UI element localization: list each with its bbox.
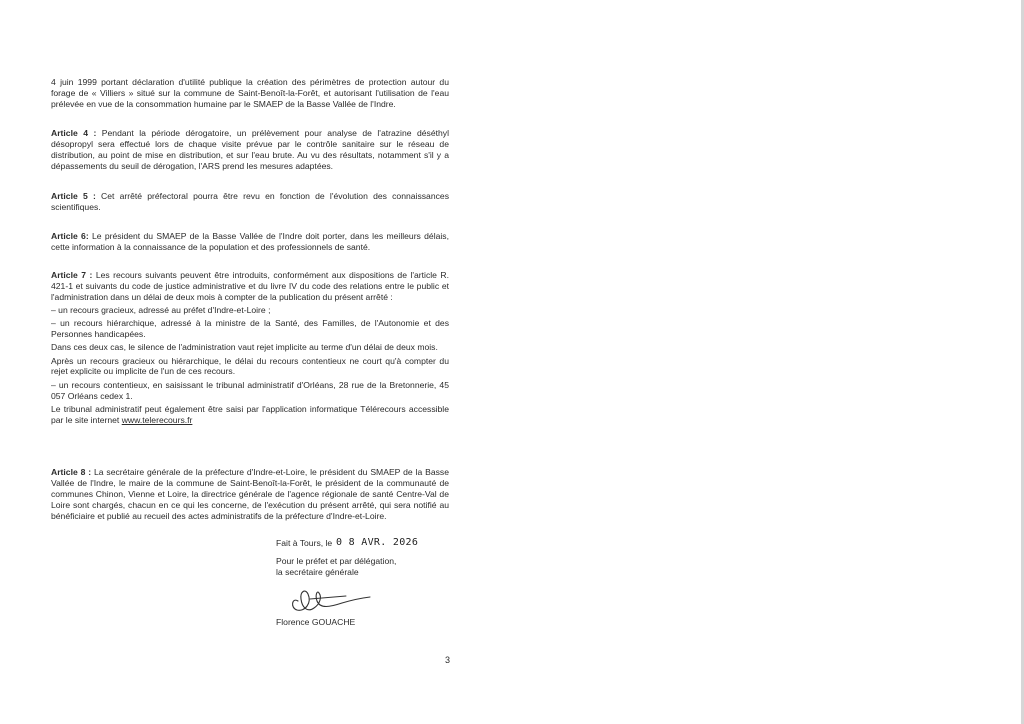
article-7-silence: Dans ces deux cas, le silence de l'administration vaut rejet implicite au terme d'un délai de deux mois. bbox=[51, 342, 438, 353]
article-5-label: Article 5 : bbox=[51, 191, 96, 201]
intro-text: 4 juin 1999 portant déclaration d'utilité publique la création des périmètres de protection autour du forage de « Villiers » situé sur la commune de Saint-Benoît-la-Forêt, et autorisant l'utilisation de l'eau prélevée en vue de la consommation humaine par le SMAEP de la Basse Vallée de l'Indre. bbox=[51, 77, 449, 109]
article-7-hierarchique: – un recours hiérarchique, adressé à la ministre de la Santé, des Familles, de l'Autonomie et des Personnes handicapées. bbox=[51, 318, 449, 340]
intro-paragraph bbox=[51, 77, 449, 112]
article-7-text: Les recours suivants peuvent être introduits, conformément aux dispositions de l'article R. 421-1 et suivants du code de justice administrative et du livre IV du code des relations entre le public et l'administration dans un délai de deux mois à compter de la publication du présent arrêté : bbox=[51, 270, 449, 302]
signature-delegation: Pour le préfet et par délégation, bbox=[276, 556, 397, 566]
signature-title: la secrétaire générale bbox=[276, 567, 359, 577]
date-stamp: 0 8 AVR. 2026 bbox=[336, 537, 419, 548]
article-7-label: Article 7 : bbox=[51, 270, 93, 280]
article-8-text: La secrétaire générale de la préfecture d'Indre-et-Loire, le président du SMAEP de la Basse Vallée de l'Indre, le maire de la commune de Saint-Benoît-la-Forêt, le président de la communauté de communes Chinon, Vienne et Loire, la directrice générale de l'agence régionale de santé Centre-Val de Loire sont chargés, chacun en ce qui les concerne, de l'exécution du présent arrêté, qui sera notifié au bénéficiaire et publié au recueil des actes administratifs de la préfecture d'Indre-et-Loire. bbox=[51, 467, 449, 521]
article-7-contentieux: – un recours contentieux, en saisissant le tribunal administratif d'Orléans, 28 rue de la Bretonnerie, 45 057 Orléans cedex 1. bbox=[51, 379, 449, 401]
handwritten-signature bbox=[284, 584, 374, 616]
article-8 bbox=[51, 467, 449, 524]
signature-place: Fait à Tours, le bbox=[276, 538, 333, 548]
article-6-label: Article 6: bbox=[51, 231, 89, 241]
article-7 bbox=[51, 270, 449, 428]
telerecours-link[interactable]: www.telerecours.fr bbox=[121, 414, 193, 425]
article-7-delai: Après un recours gracieux ou hiérarchique, le délai du recours contentieux ne court qu'à compter du rejet explicite ou implicite de l'un de ces recours. bbox=[51, 355, 449, 377]
signatory-name: Florence GOUACHE bbox=[276, 617, 356, 627]
article-4 bbox=[51, 128, 449, 174]
article-4-label: Article 4 : bbox=[51, 128, 97, 138]
page-number: 3 bbox=[445, 655, 451, 665]
article-6 bbox=[51, 231, 449, 255]
article-6-text: Le président du SMAEP de la Basse Vallée de l'Indre doit porter, dans les meilleurs délais, cette information à la connaissance de la population et des professionnels de santé. bbox=[51, 231, 449, 252]
article-8-label: Article 8 : bbox=[51, 467, 92, 477]
article-5-text: Cet arrêté préfectoral pourra être revu en fonction de l'évolution des connaissances scientifiques. bbox=[51, 191, 449, 212]
signature-underline bbox=[310, 596, 346, 599]
article-7-gracieux: – un recours gracieux, adressé au préfet d'Indre-et-Loire ; bbox=[51, 305, 271, 316]
article-7-telerecours: Le tribunal administratif peut également être saisi par l'application informatique Télérecours accessible par le site internet bbox=[51, 403, 449, 425]
signature-stroke bbox=[293, 591, 370, 610]
article-4-text: Pendant la période dérogatoire, un prélèvement pour analyse de l'atrazine déséthyl désopropyl sera effectué lors de chaque visite prévue par le contrôle sanitaire sur le réseau de distribution, au point de mise en distribution, et sur l'eau brute. Au vu des résultats, notamment s'il y a dépassements du seuil de dérogation, l'ARS prend les mesures adaptées. bbox=[51, 128, 449, 171]
article-5 bbox=[51, 191, 449, 215]
